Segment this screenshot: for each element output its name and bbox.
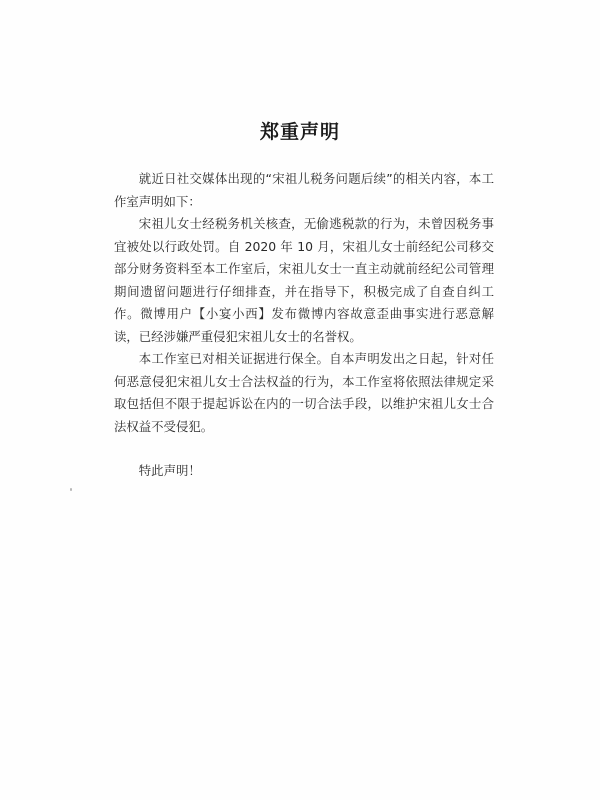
intro-paragraph: 就近日社交媒体出现的“宋祖儿税务问题后续”的相关内容，本工作室声明如下： — [114, 171, 494, 209]
document-body — [114, 168, 494, 483]
scan-speck — [70, 488, 72, 491]
legal-action-paragraph: 本工作室已对相关证据进行保全。自本声明发出之日起，针对任何恶意侵犯宋祖儿女士合法权益的行为，本工作室将依照法律规定采取包括但不限于提起诉讼在内的一切合法手段，以维护宋祖儿女士合法权益不受侵犯。 — [114, 351, 494, 434]
tax-clarification-paragraph: 宋祖儿女士经税务机关核查，无偷逃税款的行为，未曾因税务事宜被处以行政处罚。自 2020 年 10 月，宋祖儿女士前经纪公司移交部分财务资料至本工作室后，宋祖儿女士一直主动就前经纪公司管理期间遗留问题进行仔细排查，并在指导下，积极完成了自查自纠工作。微博用户【小宴小西】发布微博内容故意歪曲事实进行恶意解读，已经涉嫌严重侵犯宋祖儿女士的名誉权。 — [114, 216, 494, 344]
closing-statement: 特此声明！ — [138, 463, 201, 478]
document-title: 郑重声明 — [259, 121, 340, 143]
